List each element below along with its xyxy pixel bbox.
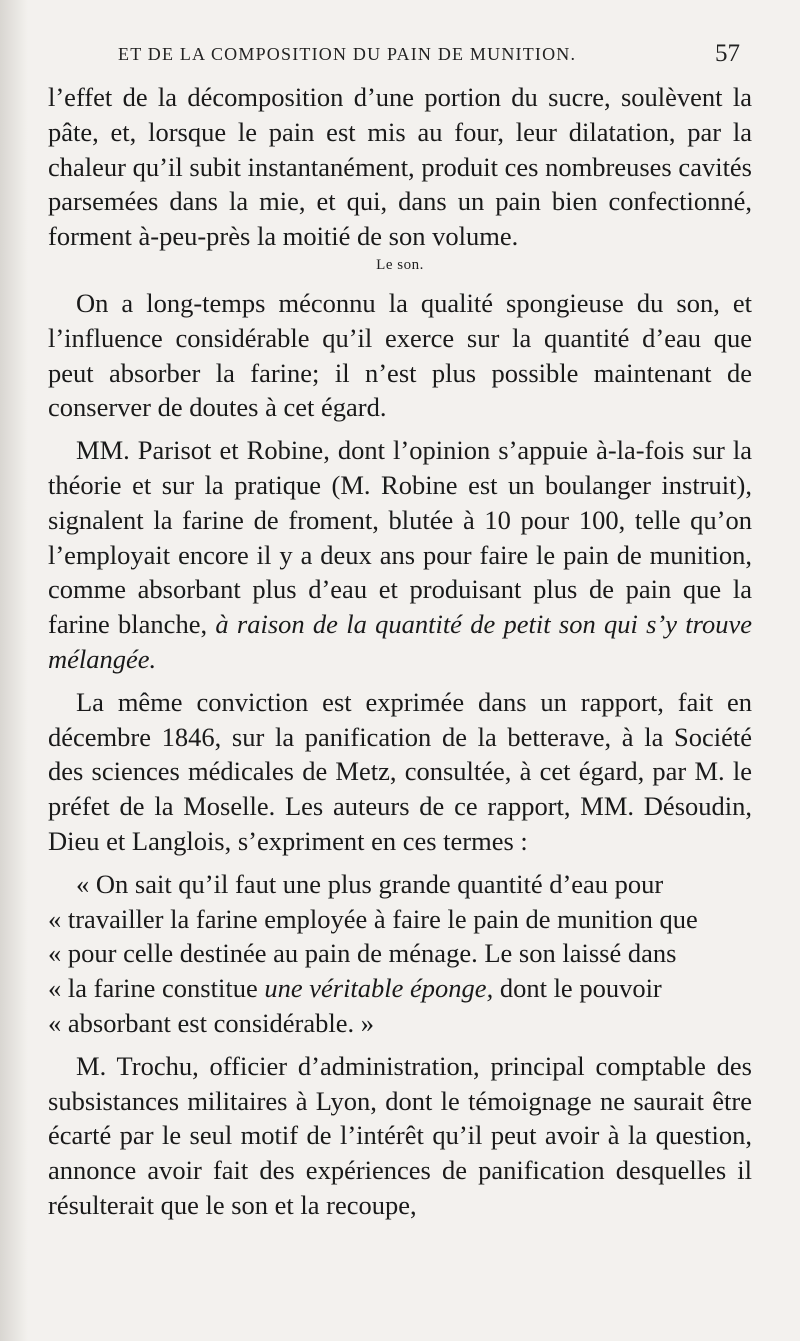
quote-line-4-end: dont le pouvoir [499,973,662,1004]
quote-line-3: « pour celle destinée au pain de ménage. Le son laissé dans [48,938,677,969]
running-title: ET DE LA COMPOSITION DU PAIN DE MUNITION. [118,44,577,64]
section-title: Le son. [376,256,424,273]
paragraph-trochu: M. Trochu, officier d’administration, principal comptable des subsistances militaires à Lyon, dont le témoignage ne saurait être écarté par le seul motif de l’intérêt qu’il peut avoir à la question, annonce avoir fait des expériences de panification desquelles il résulterait que le son et la recoupe, [48,1050,752,1220]
paragraph-parisot-robine-emphasis: à raison de la quantité de petit son qui s’y trouve mélangée. [48,609,752,674]
quotation-block [48,867,752,1041]
paragraph-metz-report: La même conviction est exprimée dans un rapport, fait en décembre 1846, sur la panification de la betterave, à la Société des sciences médicales de Metz, consultée, à cet égard, par M. le préfet de la Moselle. Les auteurs de ce rapport, MM. Désoudin, Dieu et Langlois, s’expriment en ces termes : [48,686,752,856]
page-body [48,80,752,1223]
paragraph-fermentation: l’effet de la décomposition d’une portion du sucre, soulèvent la pâte, et, lorsque le pain est mis au four, leur dilatation, par la chaleur qu’il subit instantanément, produit ces nombreuses cavités parsemées dans la mie, et qui, dans un pain bien confectionné, forment à-peu-près la moitié de son volume. [48,82,752,252]
page-number: 57 [715,40,740,67]
quote-line-2: « travailler la farine employée à faire le pain de munition que [48,903,698,934]
quote-line-4 [48,971,752,1006]
quote-line-1: « On sait qu’il faut une plus grande quantité d’eau pour [76,868,664,899]
quote-line-4-emphasis: une véritable éponge, [264,973,494,1004]
paragraph-bran-quality: On a long-temps méconnu la qualité spongieuse du son, et l’influence considérable qu’il exerce sur la quantité d’eau que peut absorber la farine; il n’est plus possible maintenant de conserver de doutes à cet égard. [48,287,752,423]
paragraph-parisot-robine [48,433,752,677]
paragraph-parisot-robine-text: MM. Parisot et Robine, dont l’opinion s’appuie à-la-fois sur la théorie et sur la pratique (M. Robine est un boulanger instruit), signalent la farine de froment, blutée à 10 pour 100, telle qu’on l’employait encore il y a deux ans pour faire le pain de munition, comme absorbant plus d’eau et produisant plus de pain que la farine blanche, [48,435,752,640]
quote-line-4-start: « la farine constitue [48,973,258,1004]
running-head [48,42,748,72]
quote-line-5: « absorbant est considérable. » [48,1007,374,1038]
scan-edge-shadow [0,0,28,1341]
